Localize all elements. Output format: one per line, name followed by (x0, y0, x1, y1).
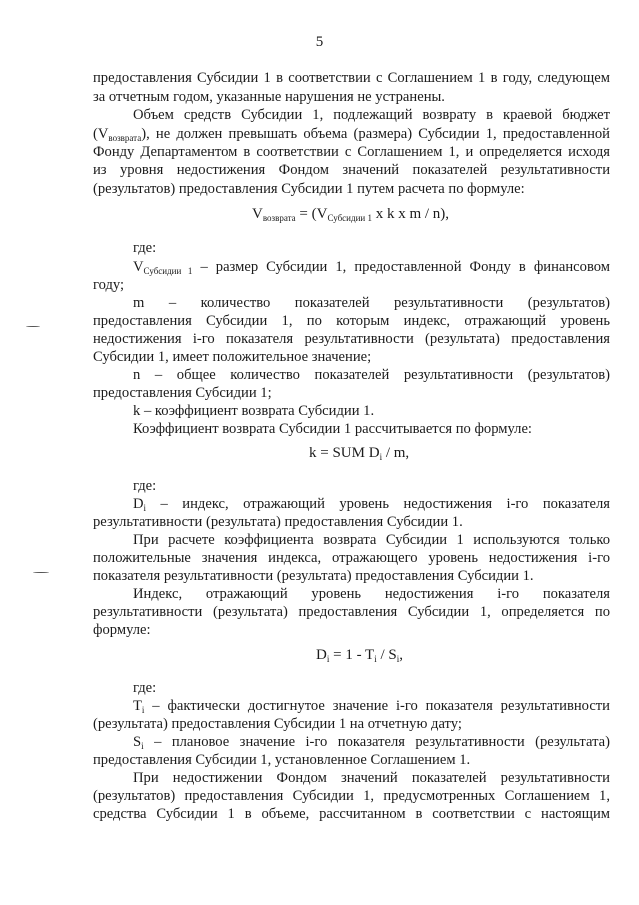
text-line: При расчете коэффициента возврата Субсидии 1 используются только (133, 532, 610, 548)
text-line: за отчетным годом, указанные нарушения не устранены. (93, 89, 445, 105)
formula-return-volume: $V_{возврата} = (V_{Субсидии 1}$ x k x m / n), (252, 206, 450, 223)
text-line: Объем средств Субсидии 1, подлежащий возврату в краевой бюджет (133, 107, 610, 123)
text-line: предоставления Субсидии 1, установленное Соглашением 1. (93, 752, 471, 768)
text-line: Фонду Департаментом в соответствии с Соглашением 1, и определяется исходя (93, 144, 610, 160)
where-label: где: (133, 680, 157, 696)
where-label: где: (133, 240, 157, 256)
formula-return-coefficient: k = SUM $D_i$ / m, (309, 445, 410, 462)
text-line: из уровня недостижения Фондом значений показателей результативности (93, 162, 610, 178)
text-line: Коэффициент возврата Субсидии 1 рассчитывается по формуле: (133, 421, 532, 437)
text-line: (результатов) предоставления Субсидии 1, предусмотренных Соглашением 1, (93, 788, 610, 804)
text-line: предоставления Субсидии 1, по которым индекс, отражающий уровень (93, 313, 610, 329)
text-line: $(V_{возврата})$, не должен превышать объема (размера) Субсидии 1, предоставленной (93, 126, 610, 143)
text-line: k – коэффициент возврата Субсидии 1. (133, 403, 375, 419)
text-line: средства Субсидии 1 в объеме, рассчитанном в соответствии с настоящим (93, 806, 610, 822)
text-line: (результата) предоставления Субсидии 1 на отчетную дату; (93, 716, 462, 732)
scan-mark (33, 572, 49, 573)
text-line: Субсидии 1, имеет положительное значение; (93, 349, 372, 365)
text-line: результативности (результата) предоставления Субсидии 1. (93, 514, 463, 530)
text-line: $V_{Субсидии 1}$ – размер Субсидии 1, предоставленной Фонду в финансовом (133, 259, 611, 276)
text-line: формуле: (93, 622, 151, 638)
text-line: (результатов) предоставления Субсидии 1 путем расчета по формуле: (93, 181, 525, 197)
text-line: $D_i$ – индекс, отражающий уровень недостижения i-го показателя (133, 496, 610, 513)
where-label: где: (133, 478, 157, 494)
scan-mark (26, 326, 40, 327)
text-line: При недостижении Фондом значений показателей результативности (133, 770, 610, 786)
formula-index: $D_i = 1 - T_i / S_i$, (316, 647, 404, 664)
text-line: n – общее количество показателей результативности (результатов) (133, 367, 610, 383)
page-number: 5 (315, 34, 324, 50)
text-line: предоставления Субсидии 1; (93, 385, 272, 401)
text-line: году; (93, 277, 125, 293)
text-line: положительные значения индекса, отражающего уровень недостижения i-го (93, 550, 610, 566)
text-line: $S_i$ – плановое значение i-го показателя результативности (результата) (133, 734, 610, 751)
text-line: Индекс, отражающий уровень недостижения i-го показателя (133, 586, 610, 602)
text-line: $T_i$ – фактически достигнутое значение i-го показателя результативности (133, 698, 610, 715)
text-line: предоставления Субсидии 1 в соответствии с Соглашением 1 в году, следующем (93, 70, 610, 86)
text-line: результативности (результата) предоставления Субсидии 1, определяется по (93, 604, 610, 620)
text-line: показателя результативности (результата) предоставления Субсидии 1. (93, 568, 534, 584)
text-line: m – количество показателей результативности (результатов) (133, 295, 610, 311)
text-line: недостижения i-го показателя результативности (результата) предоставления (93, 331, 610, 347)
